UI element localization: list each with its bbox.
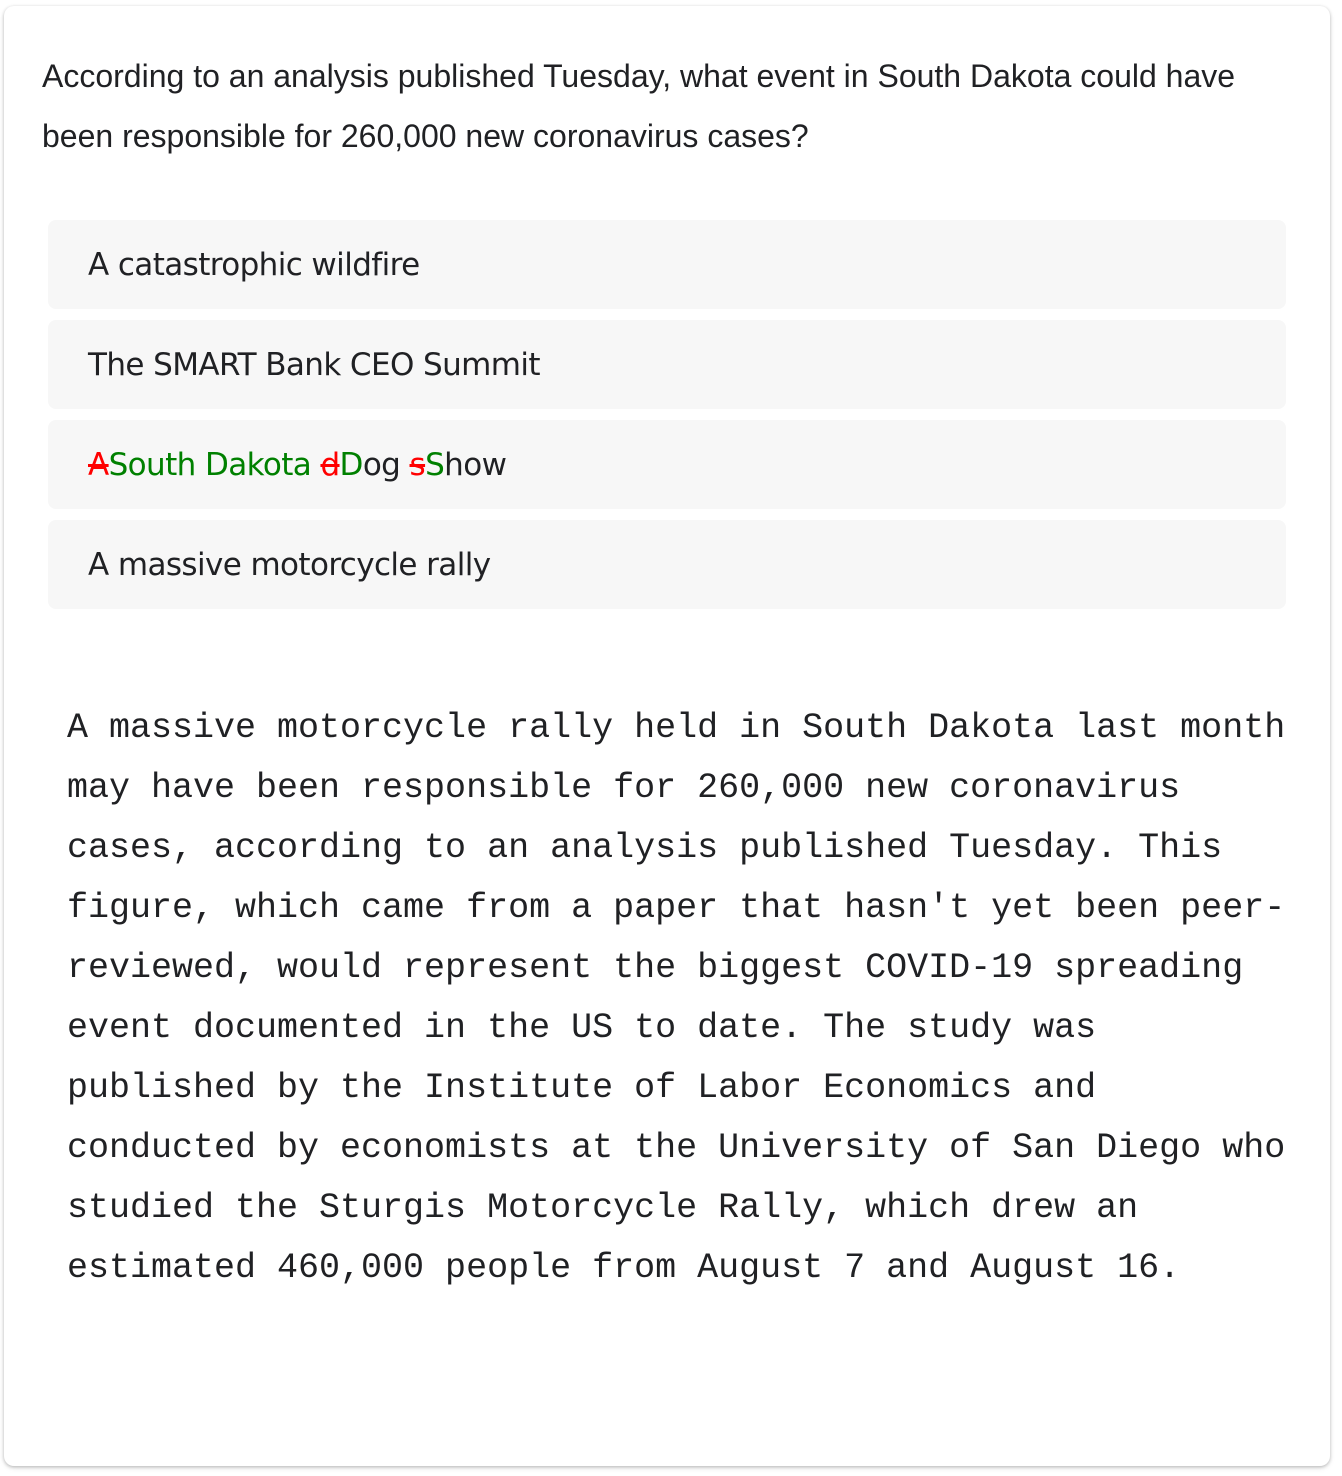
quiz-card bbox=[4, 6, 1330, 1466]
option-motorcycle-rally[interactable] bbox=[48, 520, 1286, 609]
option-bank-summit[interactable] bbox=[48, 320, 1286, 409]
source-passage: A massive motorcycle rally held in South Dakota last month may have been responsible for 260,000 new coronavirus cases, according to an analysis published Tuesday. This figure, which came from a paper that hasn't yet been peer-reviewed, would represent the biggest COVID-19 spreading event documented in the US to date. The study was published by the Institute of Labor Economics and conducted by economists at the University of San Diego who studied the Sturgis Motorcycle Rally, which drew an estimated 460,000 people from August 7 and August 16. bbox=[67, 708, 1286, 1288]
option-label-diff bbox=[88, 447, 506, 483]
option-wildfire[interactable] bbox=[48, 220, 1286, 309]
option-dog-show-edited[interactable] bbox=[48, 420, 1286, 509]
inserted-text: South Dakota bbox=[108, 446, 321, 483]
question-text: According to an analysis published Tuesday, what event in South Dakota could have been responsible for 260,000 new coronavirus cases? bbox=[42, 58, 1236, 154]
plain-text: og bbox=[362, 446, 410, 483]
answer-options bbox=[48, 220, 1286, 620]
option-label: A massive motorcycle rally bbox=[88, 546, 491, 583]
option-label: A catastrophic wildfire bbox=[88, 246, 420, 283]
deleted-text: A bbox=[88, 446, 109, 483]
inserted-text: D bbox=[339, 446, 363, 483]
inserted-text: S bbox=[425, 446, 445, 483]
option-label: The SMART Bank CEO Summit bbox=[88, 346, 540, 383]
deleted-text: d bbox=[320, 446, 340, 483]
plain-text: how bbox=[444, 446, 507, 483]
deleted-text: s bbox=[409, 446, 426, 483]
